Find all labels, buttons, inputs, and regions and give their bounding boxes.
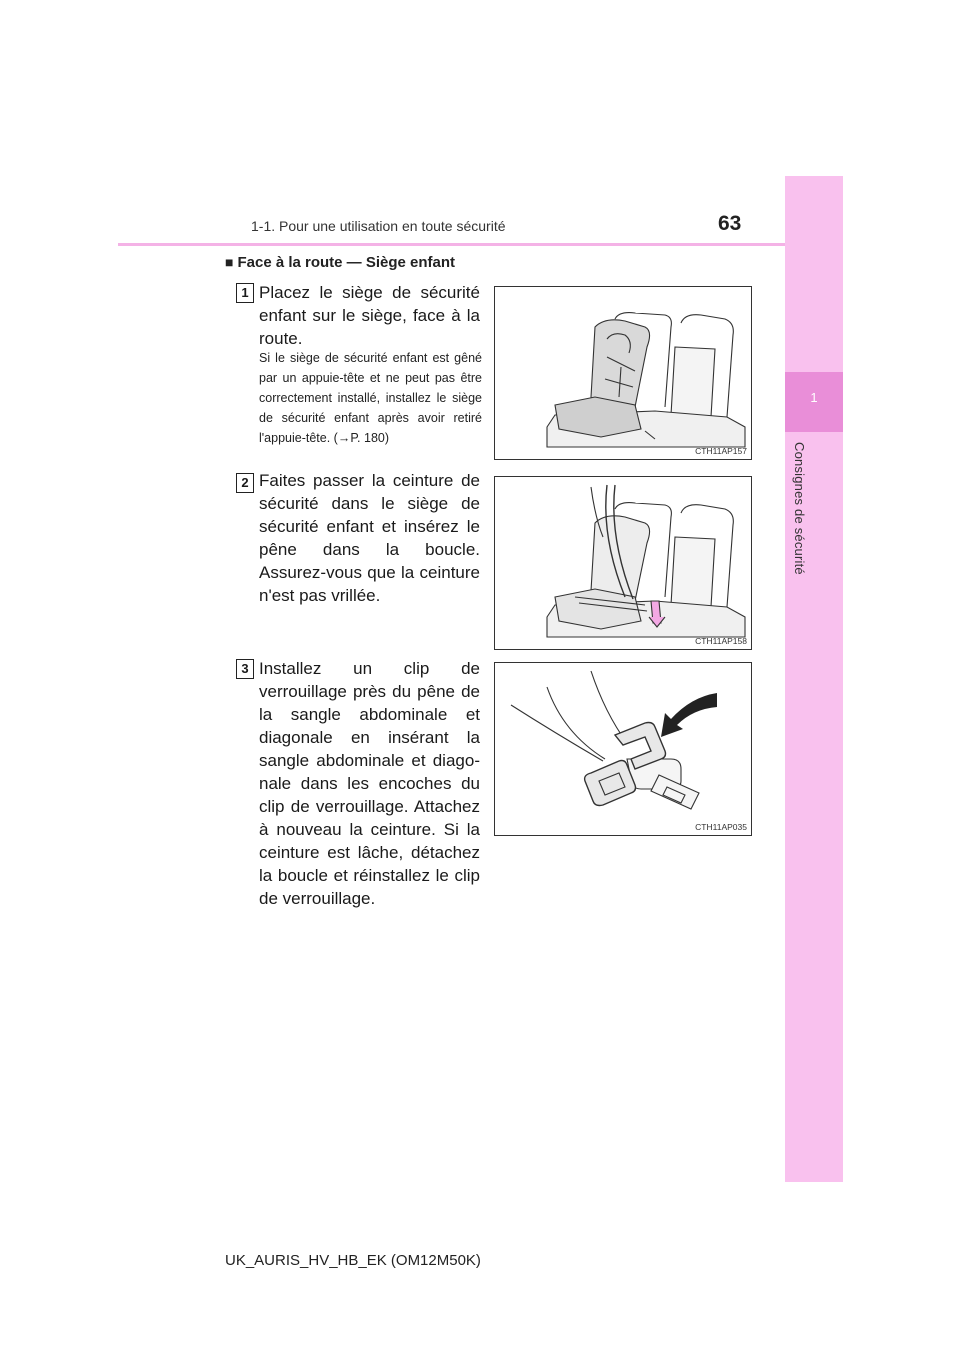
section-title: 1-1. Pour une utilisation en toute sécurité: [251, 218, 506, 234]
figure-code-3: CTH11AP035: [695, 822, 747, 832]
belt-illustration-icon: [495, 477, 751, 649]
figure-code-2: CTH11AP158: [695, 636, 747, 646]
step-1-note: Si le siège de sécurité enfant est gêné par un appuie-tête et ne peut pas être correctement installé, installez le siège de sécurité enfant après avoir retiré l'appuie-tête. (→P. 180): [259, 351, 482, 445]
step-number-3: 3: [236, 659, 254, 679]
header-rule: [118, 243, 785, 246]
step-number-1: 1: [236, 283, 254, 303]
chapter-tab: [785, 176, 843, 1182]
step-1-text: Placez le siège de sécurité enfant sur le siège, face à la route.: [259, 283, 480, 348]
seat-illustration-icon: [495, 287, 751, 459]
square-bullet-icon: ■: [225, 254, 234, 270]
chapter-label: Consignes de sécurité: [792, 442, 807, 575]
subhead-title: Face à la route — Siège enfant: [237, 254, 456, 271]
seatbelt-routing-figure: [494, 476, 752, 650]
pointer-arrow-icon: [661, 693, 717, 737]
step-2-text: Faites passer la ceinture de sécurité dans le siège de sécurité enfant et insérez le pêne dans la boucle. Assurez-vous que la ceinture n'est pas vrillée.: [259, 471, 480, 605]
step-3-text: Installez un clip de verrouillage près du pêne de la sangle abdominale et diagonale en insérant la sangle abdominale et diagonale dans les encoches du clip de verrouillage. Attachez à nouveau la ceinture. Si la ceinture est lâche, détachez la boucle et réinstallez le clip de verrouillage.: [259, 659, 480, 908]
clip-illustration-icon: [495, 663, 751, 835]
child-seat-forward-figure: [494, 286, 752, 460]
chapter-number: 1: [810, 390, 818, 405]
doc-code: UK_AURIS_HV_HB_EK (OM12M50K): [225, 1252, 481, 1269]
figure-code-1: CTH11AP157: [695, 446, 747, 456]
locking-clip-figure: [494, 662, 752, 836]
step-number-2: 2: [236, 473, 254, 493]
page-number: 63: [718, 212, 742, 235]
subhead: [225, 254, 455, 271]
